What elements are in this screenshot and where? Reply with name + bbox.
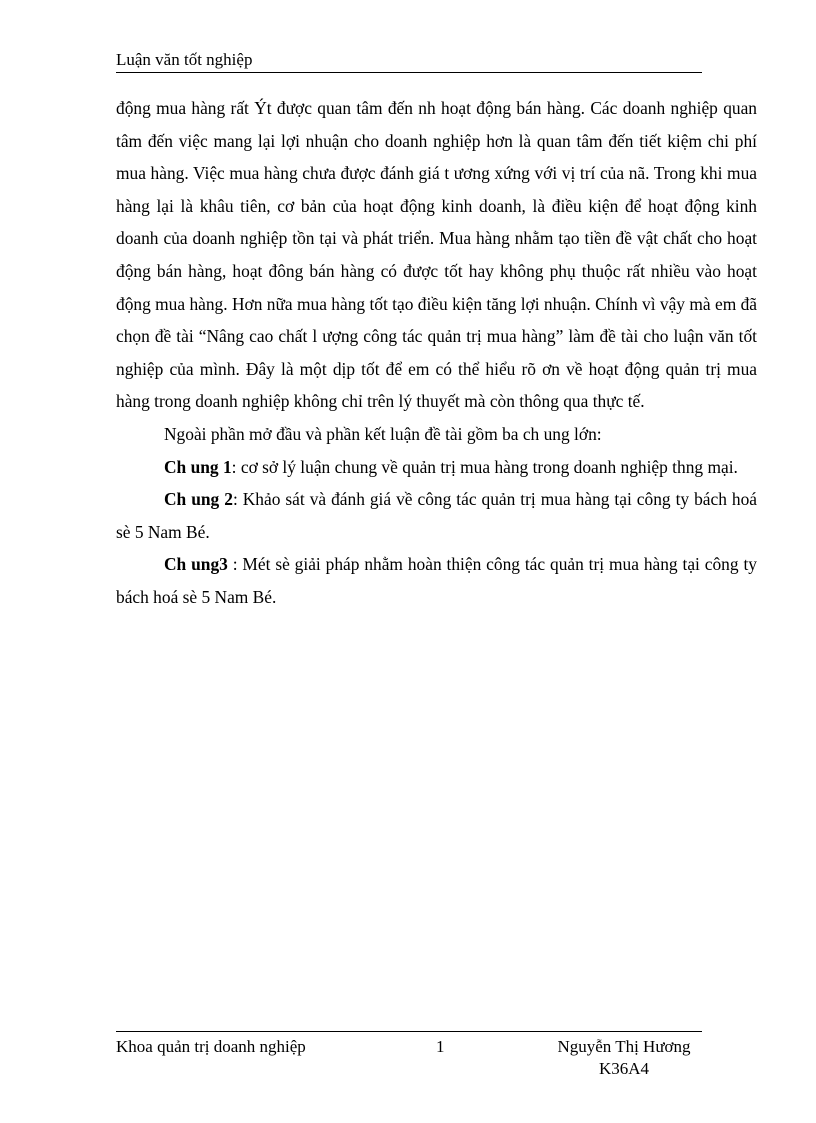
chapter-3-label: Ch ung3: [164, 554, 228, 575]
page-number: 1: [436, 1037, 445, 1056]
chapter-1-label: Ch ung 1: [164, 456, 232, 477]
chapter-2-label: Ch ung 2: [164, 489, 233, 510]
body-paragraph: động mua hàng rất Ýt được quan tâm đến nh hoạt động bán hàng. Các doanh nghiệp quan tâm đến việc mang lại lợi nhuận cho doanh nghiệp hơn là quan tâm đến tiết kiệm chi phí mua hàng. Việc mua hàng chưa được đánh giá t ương xứng với vị trí của nã. Trong khi mua hàng lại là khâu tiên, cơ bản của hoạt động kinh doanh, là điều kiện để hoạt động kinh doanh của doanh nghiệp tồn tại và phát triển. Mua hàng nhằm tạo tiền đề vật chất cho hoạt động bán hàng, hoạt đông bán hàng có được tốt hay không phụ thuộc rất nhiều vào hoạt động mua hàng. Hơn nữa mua hàng tốt tạo điều kiện tăng lợi nhuận. Chính vì vậy mà em đã chọn đề tài “Nâng cao chất l ượng công tác quản trị mua hàng” làm đề tài cho luận văn tốt nghiệp của mình. Đây là một dịp tốt để em có thể hiểu rõ ơn về hoạt động quản trị mua hàng trong doanh nghiệp không chỉ trên lý thuyết mà còn thông qua thực tế.: [116, 98, 757, 412]
chapter-2-paragraph: [116, 483, 757, 548]
chapter-3-text: : Mét sè giải pháp nhằm hoàn thiện công tác quản trị mua hàng tại công ty bách hoá sè 5 Nam Bé.: [116, 554, 757, 607]
intro-paragraph: Ngoài phần mở đầu và phần kết luận đề tài gồm ba ch ung lớn:: [164, 423, 602, 444]
document-body: [116, 92, 757, 614]
footer-faculty: Khoa quản trị doanh nghiệp: [116, 1037, 306, 1056]
chapter-1-paragraph: [116, 451, 757, 484]
chapter-3-paragraph: [116, 548, 757, 613]
footer-author: Nguyễn Thị Hương: [557, 1037, 691, 1056]
page-header: [116, 50, 702, 73]
chapter-2-text: : Khảo sát và đánh giá về công tác quản trị mua hàng tại công ty bách hoá sè 5 Nam Bé.: [116, 489, 757, 542]
footer-author-block: [546, 1036, 702, 1080]
page-footer: [116, 1031, 702, 1092]
header-title: Luận văn tốt nghiệp: [116, 50, 253, 69]
footer-class: K36A4: [598, 1059, 650, 1078]
chapter-1-text: : cơ sở lý luận chung về quản trị mua hàng trong doanh nghiệp thng mại.: [231, 456, 738, 477]
